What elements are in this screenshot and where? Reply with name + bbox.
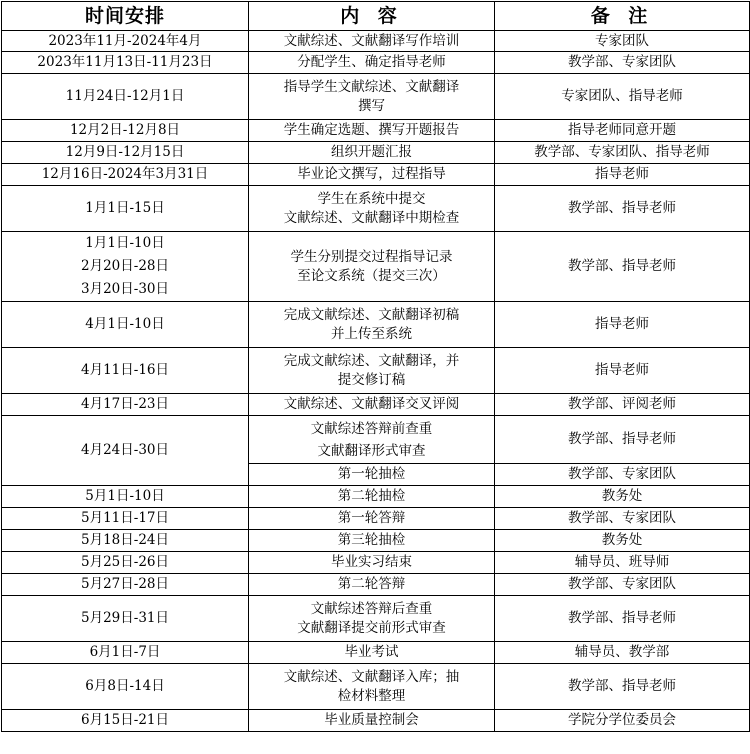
content-line: 文献综述、文献翻译中期检查 [283, 209, 460, 226]
note-cell: 教学部、指导老师 [495, 664, 750, 710]
content-cell: 组织开题汇报 [249, 142, 495, 164]
note-cell: 专家团队、指导老师 [495, 74, 750, 120]
time-cell: 5月29日-31日 [2, 596, 249, 642]
table-row [2, 232, 750, 302]
content-line: 并上传至系统 [331, 325, 412, 342]
table-row [2, 416, 750, 464]
time-line: 1月1日-10日 [85, 235, 165, 251]
table-row [2, 394, 750, 416]
header-time: 时间安排 [2, 2, 249, 31]
content-cell: 毕业论文撰写，过程指导 [249, 164, 495, 186]
time-cell: 4月24日-30日 [2, 416, 249, 486]
content-line: 完成文献综述、文献翻译，并 [283, 352, 460, 369]
table-row [2, 664, 750, 710]
time-cell: 2023年11月13日-11月23日 [2, 52, 249, 74]
note-cell: 指导老师 [495, 164, 750, 186]
time-cell: 5月25日-26日 [2, 552, 249, 574]
content-cell [249, 74, 495, 120]
content-line: 文献综述答辩后查重 [310, 600, 433, 617]
header-row [2, 2, 750, 31]
table-row [2, 596, 750, 642]
content-cell: 第三轮抽检 [249, 530, 495, 552]
note-cell: 教学部、专家团队、指导老师 [495, 142, 750, 164]
note-cell: 教学部、评阅老师 [495, 394, 750, 416]
note-cell: 指导老师同意开题 [495, 120, 750, 142]
note-cell: 教学部、指导老师 [495, 416, 750, 464]
content-line: 至论文系统（提交三次） [297, 267, 446, 284]
content-line: 文献综述、文献翻译入库；抽 [283, 668, 460, 685]
content-line: 学生在系统中提交 [317, 190, 426, 207]
table-row [2, 574, 750, 596]
content-cell: 分配学生、确定指导老师 [249, 52, 495, 74]
table-row [2, 530, 750, 552]
time-line: 3月20日-30日 [80, 281, 169, 297]
note-cell: 教学部、指导老师 [495, 596, 750, 642]
time-cell: 6月15日-21日 [2, 710, 249, 732]
time-line: 2月20日-28日 [80, 258, 169, 274]
table-row [2, 508, 750, 530]
table-row [2, 348, 750, 394]
content-line: 指导学生文献综述、文献翻译 [283, 78, 460, 95]
schedule-table [1, 1, 750, 732]
table-row [2, 74, 750, 120]
time-cell: 2023年11月-2024年4月 [2, 31, 249, 52]
content-cell [249, 664, 495, 710]
content-line: 文献翻译提交前形式审查 [297, 619, 446, 636]
time-cell: 4月17日-23日 [2, 394, 249, 416]
note-cell: 辅导员、教学部 [495, 642, 750, 664]
content-line: 文献综述答辩前查重 [310, 420, 433, 437]
note-cell: 教学部、指导老师 [495, 186, 750, 232]
content-cell: 文献综述、文献翻译交叉评阅 [249, 394, 495, 416]
content-cell [249, 416, 495, 464]
time-cell: 12月16日-2024年3月31日 [2, 164, 249, 186]
time-cell: 6月8日-14日 [2, 664, 249, 710]
table-row [2, 552, 750, 574]
note-cell: 教学部、专家团队 [495, 52, 750, 74]
table-row [2, 302, 750, 348]
content-cell: 第二轮答辩 [249, 574, 495, 596]
content-cell: 第一轮抽检 [249, 464, 495, 486]
content-cell [249, 596, 495, 642]
header-content: 内 容 [249, 2, 495, 31]
content-cell [249, 186, 495, 232]
table-row [2, 642, 750, 664]
note-cell: 教务处 [495, 530, 750, 552]
note-cell: 指导老师 [495, 302, 750, 348]
time-cell: 12月9日-12月15日 [2, 142, 249, 164]
content-line: 完成文献综述、文献翻译初稿 [283, 306, 460, 323]
content-cell: 文献综述、文献翻译写作培训 [249, 31, 495, 52]
table-row [2, 186, 750, 232]
time-cell: 5月11日-17日 [2, 508, 249, 530]
time-cell: 5月1日-10日 [2, 486, 249, 508]
content-cell: 毕业考试 [249, 642, 495, 664]
header-note: 备 注 [495, 2, 750, 31]
table-row [2, 142, 750, 164]
note-cell: 辅导员、班导师 [495, 552, 750, 574]
note-cell: 专家团队 [495, 31, 750, 52]
content-cell: 毕业实习结束 [249, 552, 495, 574]
note-cell: 教学部、专家团队 [495, 464, 750, 486]
time-cell: 5月27日-28日 [2, 574, 249, 596]
table-row [2, 52, 750, 74]
table-row [2, 486, 750, 508]
content-cell [249, 302, 495, 348]
time-cell: 12月2日-12月8日 [2, 120, 249, 142]
table-row [2, 120, 750, 142]
content-cell: 学生确定选题、撰写开题报告 [249, 120, 495, 142]
time-cell: 1月1日-15日 [2, 186, 249, 232]
content-line: 提交修订稿 [337, 371, 406, 388]
content-line: 学生分别提交过程指导记录 [290, 248, 453, 265]
content-cell: 第二轮抽检 [249, 486, 495, 508]
table-row [2, 31, 750, 52]
time-cell: 4月1日-10日 [2, 302, 249, 348]
time-cell: 6月1日-7日 [2, 642, 249, 664]
time-cell [2, 232, 249, 302]
content-line: 检材料整理 [337, 687, 406, 704]
content-cell [249, 232, 495, 302]
time-cell: 4月11日-16日 [2, 348, 249, 394]
time-cell: 11月24日-12月1日 [2, 74, 249, 120]
content-cell: 毕业质量控制会 [249, 710, 495, 732]
note-cell: 教学部、指导老师 [495, 232, 750, 302]
note-cell: 指导老师 [495, 348, 750, 394]
table-row [2, 164, 750, 186]
content-cell [249, 348, 495, 394]
content-cell: 第一轮答辩 [249, 508, 495, 530]
note-cell: 学院分学位委员会 [495, 710, 750, 732]
content-line: 撰写 [358, 97, 385, 114]
note-cell: 教学部、专家团队 [495, 574, 750, 596]
time-cell: 5月18日-24日 [2, 530, 249, 552]
table-row [2, 710, 750, 732]
content-line: 文献翻译形式审查 [317, 442, 426, 459]
note-cell: 教务处 [495, 486, 750, 508]
note-cell: 教学部、专家团队 [495, 508, 750, 530]
